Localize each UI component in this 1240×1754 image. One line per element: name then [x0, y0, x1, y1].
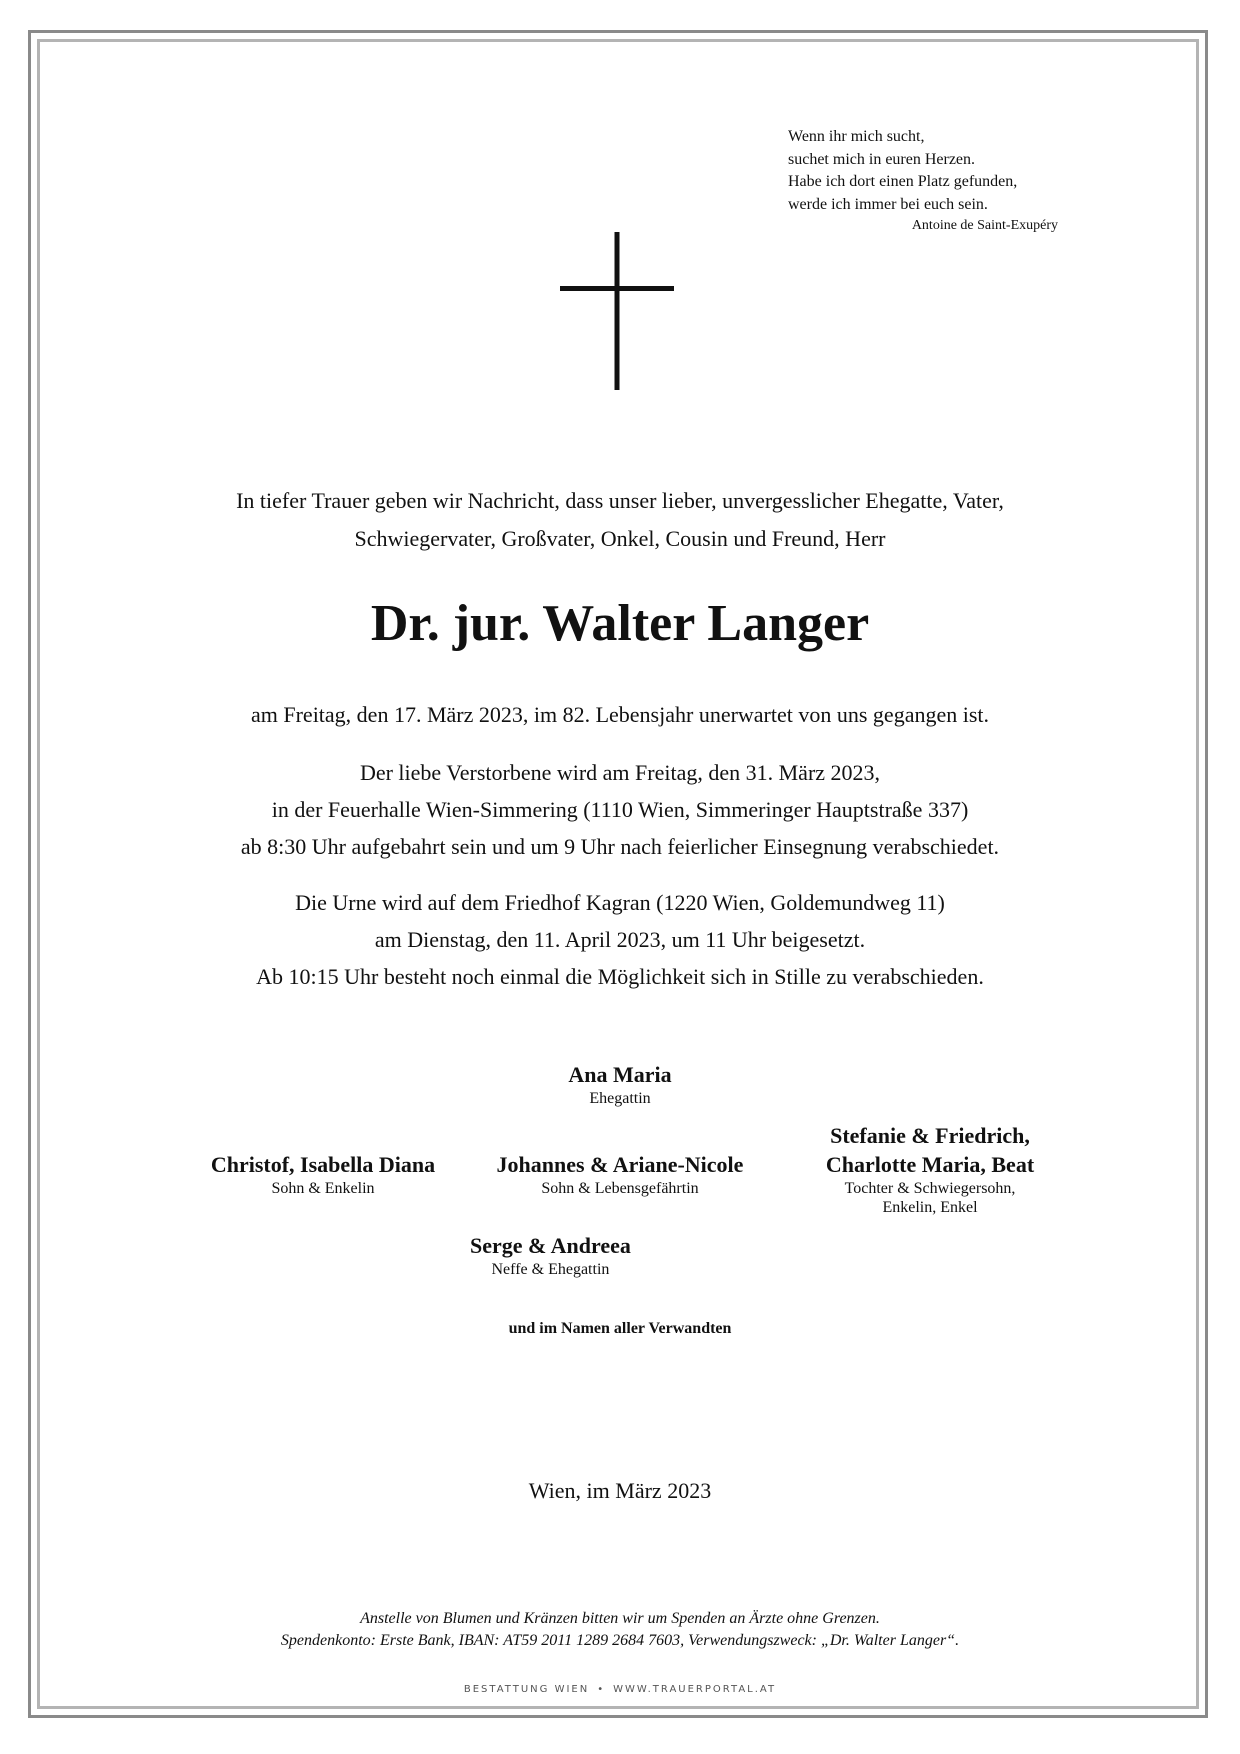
mourner-name: Stefanie & Friedrich, [830, 1123, 1030, 1148]
mourner-relation: Sohn & Lebensgefährtin [541, 1180, 699, 1197]
urn-details [60, 884, 1180, 995]
mourner-name: Johannes & Ariane-Nicole [496, 1152, 744, 1177]
mourner-relation: Sohn & Enkelin [271, 1180, 375, 1197]
footer-imprint [60, 1683, 1180, 1697]
funeral-line: in der Feuerhalle Wien-Simmering (1110 Wien, Simmeringer Hauptstraße 337) [271, 797, 969, 822]
poem-line: suchet mich in euren Herzen. [788, 150, 976, 168]
mourner-relation: Neffe & Ehegattin [491, 1261, 610, 1278]
footer-website-link[interactable]: WWW.TRAUERPORTAL.AT [613, 1684, 777, 1695]
place-date: Wien, im März 2023 [528, 1478, 712, 1503]
mourner-relation: Enkelin, Enkel [882, 1199, 978, 1216]
mourner-name: Christof, Isabella Diana [210, 1152, 436, 1177]
donation-line: Anstelle von Blumen und Kränzen bitten wir um Spenden an Ärzte ohne Grenzen. [360, 1610, 880, 1627]
mourner-relation: Tochter & Schwiegersohn, [844, 1180, 1016, 1197]
funeral-line: Der liebe Verstorbene wird am Freitag, den 31. März 2023, [359, 760, 881, 785]
poem-author: Antoine de Saint-Exupéry [911, 218, 1058, 233]
intro-line: In tiefer Trauer geben wir Nachricht, dass unser lieber, unvergesslicher Ehegatte, Vater, [236, 488, 1004, 513]
mourner-name: Serge & Andreea [470, 1233, 631, 1258]
mourner-name: Charlotte Maria, Beat [825, 1152, 1035, 1177]
relatives-note: und im Namen aller Verwandten [508, 1320, 732, 1337]
latin-cross-icon [560, 232, 674, 390]
mourner-relation: Ehegattin [589, 1090, 651, 1107]
donation-note [60, 1608, 1180, 1652]
donation-line: Spendenkonto: Erste Bank, IBAN: AT59 2011 1289 2684 7603, Verwendungszweck: „Dr. Walter Langer“. [280, 1632, 960, 1649]
mourner-name: Ana Maria [568, 1062, 672, 1087]
urn-line: Ab 10:15 Uhr besteht noch einmal die Möglichkeit sich in Stille zu verabschieden. [256, 964, 984, 989]
intro-line: Schwiegervater, Großvater, Onkel, Cousin und Freund, Herr [354, 526, 886, 551]
footer-company: BESTATTUNG WIEN [463, 1684, 590, 1695]
funeral-line: ab 8:30 Uhr aufgebahrt sein und um 9 Uhr nach feierlicher Einsegnung verabschiedet. [240, 834, 1000, 859]
mourner-christof [173, 1150, 473, 1199]
footer-separator: • [597, 1684, 606, 1695]
funeral-details [60, 754, 1180, 865]
urn-line: Die Urne wird auf dem Friedhof Kagran (1220 Wien, Goldemundweg 11) [295, 890, 945, 915]
death-notice: am Freitag, den 17. März 2023, im 82. Lebensjahr unerwartet von uns gegangen ist. [250, 702, 990, 727]
mourner-ana-maria [470, 1060, 770, 1109]
poem-quote [788, 126, 1058, 236]
poem-line: werde ich immer bei euch sein. [788, 195, 988, 213]
poem-line: Wenn ihr mich sucht, [788, 128, 925, 145]
poem-line: Habe ich dort einen Platz gefunden, [788, 173, 1018, 190]
deceased-name: Dr. jur. Walter Langer [370, 595, 870, 652]
mourner-stefanie [780, 1121, 1080, 1217]
mourner-serge [470, 1231, 631, 1280]
urn-line: am Dienstag, den 11. April 2023, um 11 Uhr beigesetzt. [374, 927, 866, 952]
mourner-johannes [470, 1150, 770, 1199]
intro-text [60, 482, 1180, 558]
